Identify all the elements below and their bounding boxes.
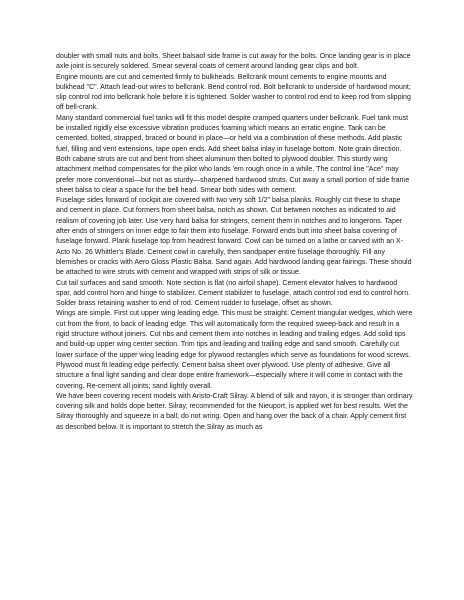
paragraph-fuel-tank: Many standard commercial fuel tanks will fit this model despite cramped quarters under bellcrank. Fuel tank must be installed rigidly else excessive vibration produces foaming which means an erratic engine. Tank can be cemented, bolted, strapped, braced or bound in place—or held via a combination of these methods. Add plastic fuel, filling and vent extensions, tape open ends. Add sheet balsa inlay in fuselage bottom. Note grain direction. (56, 114, 409, 153)
paragraph-cabane-struts: Both cabane struts are cut and bent from sheet aluminum then bolted to plywood doubler. This sturdy wing attachment method compensates for the pilot who lands 'em rough once in a while. The control line "Ace" may prefer more conventional—but not as sturdy—sharpened hardwood struts. Cut away a small portion of side frame sheet balsa to clear a space for the bell head. Smear both sides with cement. (56, 155, 410, 194)
paragraph-covering: We have been covering recent models with Aristo-Craft Silray. A blend of silk and rayon, it is stronger than ordinary covering silk and holds dope better. Silray, recommended for the Nieuport, is applied wet for best results. Wet the Silray thoroughly and squeeze in a ball; do not wring. Open and hang over the back of a chair. Apply cement first as described below. It is important to stretch the Silray as much as (56, 392, 413, 431)
paragraph-fuselage-sides: Fuselage sides forward of cockpit are covered with two very soft 1/2" balsa planks. Roughly cut these to shape and cement in place. Cut formers from sheet balsa, notch as shown. Cut between notches as indicated to aid realism of covering job later. Use very hard balsa for stringers, cement them in notches and to longerons. Taper after ends of stringers on inner edge to fair them into fuselage. Forward ends butt into sheet balsa covering of fuselage forward. Plank fuselage top from headrest forward. Cowl can be turned on a lathe or carved with an X-Acto No. 26 Whittler's Blade. Cement cowl in carefully, then sandpaper entire fuselage thoroughly. Fill any blemishes or cracks with Aero Gloss Plastic Balsa. Sand again. Add hardwood landing gear fairings. These should be attached to wire struts with cement and wrapped with strips of silk or tissue. (56, 197, 412, 277)
body-text (56, 52, 414, 433)
paragraph-engine-mounts: Engine mounts are cut and cemented firmly to bulkheads. Bellcrank mount cements to engine mounts and bulkhead "C". Attach lead-out wires to bellcrank. Bend control rod. Bolt bellcrank to underside of hardwood mount; slip control rod into bellcrank hole before it is tightened. Solder washer to control rod end to keep rod from slipping off bell-crank. (56, 73, 411, 112)
paragraph-tail-surfaces: Cut tail surfaces and sand smooth. Note section is flat (no airfoil shape). Cement elevator halves to hardwood spar, add control horn and hinge to stabilizer. Cement stabilizer to fuselage, attach control rod end to control horn. Solder brass retaining washer to end of rod. Cement rudder to fuselage, offset as shown. (56, 279, 411, 308)
paragraph-landing-gear: doubler with small nuts and bolts. Sheet balsaof side frame is cut away for the bolts. Once landing gear is in place axle joint is securely soldered. Smear several coats of cement around landing gear clips and bolt. (56, 53, 411, 71)
paragraph-wings: Wings are simple. First cut upper wing leading edge. This must be straight. Cement triangular wedges, which were cut from the front, to back of leading edge. This will automatically form the required sweep-back and result in a rigid structure without joiners. Cut ribs and cement them into notches in leading and trailing edges. Add solid tips and build-up upper wing center section. Trim tips and leading and trailing edge and sand smooth. Carefully cut lower surface of the upper wing leading edge for plywood rectangles which serve as foundations for wood screws. Plywood must fit leading edge perfectly. Cement balsa sheet over plywood. Use plenty of adhesive. Give all structure a final light sanding and clear dope entire framework—especially where it will come in contact with the covering. Re-cement all joints; sand lightly overall. (56, 310, 413, 390)
